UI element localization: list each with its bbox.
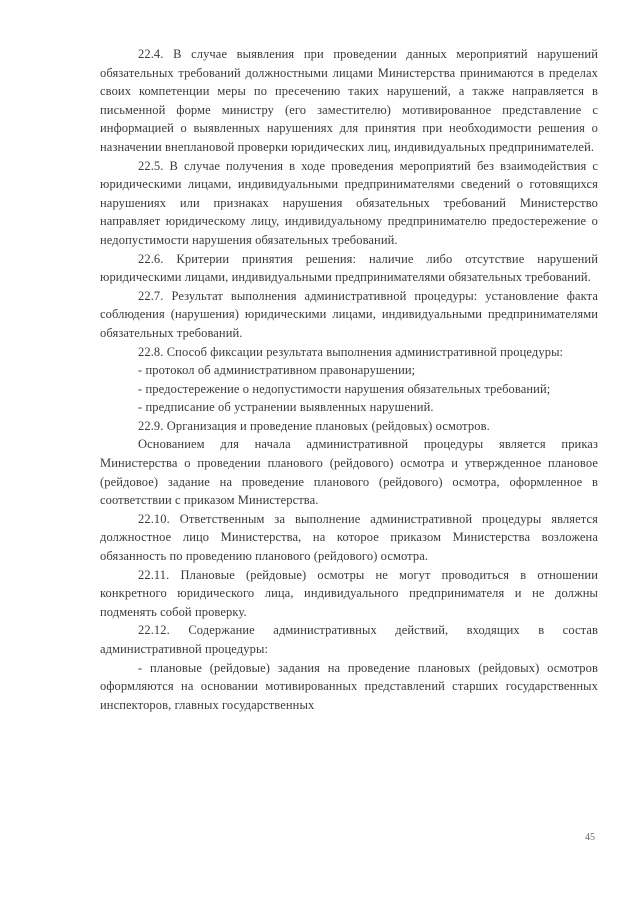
document-body <box>100 45 598 714</box>
list-item-order: - предписание об устранении выявленных нарушений. <box>138 400 434 415</box>
list-item-planned-tasks: - плановые (рейдовые) задания на проведение плановых (рейдовых) осмотров оформляются на основании мотивированных представлений старших государственных инспекторов, главных государственных <box>100 660 598 712</box>
paragraph-22-7: 22.7. Результат выполнения административной процедуры: установление факта соблюдения (нарушения) юридическими лицами, индивидуальными предпринимателями обязательных требований. <box>100 288 598 340</box>
paragraph-22-10: 22.10. Ответственным за выполнение административной процедуры является должностное лицо Министерства, на которое приказом Министерства возложена обязанность по проведению планового (рейдового) осмотра. <box>100 511 598 564</box>
paragraph-22-4: 22.4. В случае выявления при проведении данных мероприятий нарушений обязательных требований должностными лицами Министерства принимаются в пределах своих компетенции меры по пресечению таких нарушений, а также направляется в письменной форме министру (его заместителю) мотивированное представление с информацией о выявленных нарушениях для принятия при необходимости решения о назначении внеплановой проверки юридических лиц, индивидуальных предпринимателей. <box>100 47 598 154</box>
paragraph-basis: Основанием для начала административной процедуры является приказ Министерства о проведении планового (рейдового) осмотра и утвержденное плановое (рейдовое) задание на проведение планового (рейдового) осмотра, оформленное в соответствии с приказом Министерства. <box>100 437 598 508</box>
list-item-protocol: - протокол об административном правонарушении; <box>138 363 416 378</box>
paragraph-22-12: 22.12. Содержание административных действий, входящих в состав административной процедуры: <box>100 623 598 656</box>
paragraph-22-6: 22.6. Критерии принятия решения: наличие либо отсутствие нарушений юридическими лицами, индивидуальными предпринимателями обязательных требований. <box>100 251 598 285</box>
paragraph-22-11: 22.11. Плановые (рейдовые) осмотры не могут проводиться в отношении конкретного юридического лица, индивидуального предпринимателя и не должны подменять собой проверку. <box>100 567 598 619</box>
paragraph-22-9: 22.9. Организация и проведение плановых (рейдовых) осмотров. <box>138 418 490 433</box>
paragraph-22-8: 22.8. Способ фиксации результата выполнения административной процедуры: <box>138 344 564 359</box>
list-item-warning: - предостережение о недопустимости нарушения обязательных требований; <box>138 381 551 396</box>
paragraph-22-5: 22.5. В случае получения в ходе проведения мероприятий без взаимодействия с юридическими лицами, индивидуальными предпринимателями сведений о готовящихся нарушениях или признаках нарушения обязательных требований Министерство направляет юридическому лицу, индивидуальному предпринимателю предостережение о недопустимости нарушения обязательных требований. <box>100 158 598 247</box>
page-number: 45 <box>585 832 595 843</box>
